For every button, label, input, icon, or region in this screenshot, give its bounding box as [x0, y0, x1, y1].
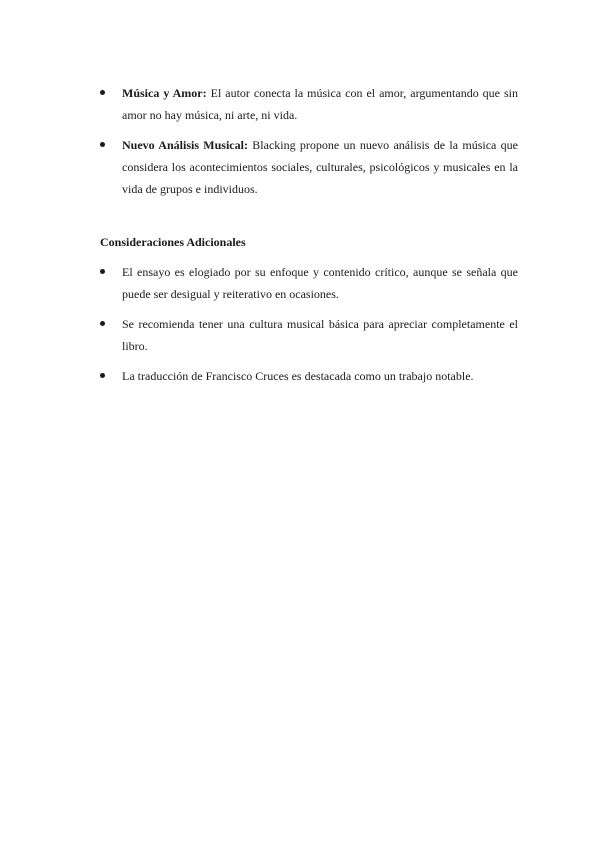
item-text: El ensayo es elogiado por su enfoque y contenido crítico, aunque se señala que puede ser desigual y reiterativo en ocasiones.: [122, 265, 518, 301]
section2-bullet-list: [100, 261, 518, 387]
list-item: [100, 365, 518, 387]
bullet-icon: [100, 142, 105, 147]
item-text: La traducción de Francisco Cruces es destacada como un trabajo notable.: [122, 369, 474, 383]
item-text: Blacking propone un nuevo análisis de la música que considera los acontecimientos sociales, culturales, psicológicos y musicales en la vida de grupos e individuos.: [122, 138, 518, 196]
bullet-icon: [100, 90, 105, 95]
bullet-icon: [100, 373, 105, 378]
list-item: [100, 134, 518, 200]
bullet-icon: [100, 321, 105, 326]
item-title: Música y Amor:: [122, 86, 207, 100]
document-content: [100, 82, 518, 395]
item-title: Nuevo Análisis Musical:: [122, 138, 248, 152]
list-item: [100, 261, 518, 305]
section1-bullet-list: [100, 82, 518, 200]
item-text: El autor conecta la música con el amor, argumentando que sin amor no hay música, ni arte, ni vida.: [122, 86, 518, 122]
section-heading: Consideraciones Adicionales: [100, 235, 246, 249]
list-item: [100, 313, 518, 357]
bullet-icon: [100, 269, 105, 274]
list-item: [100, 82, 518, 126]
item-text: Se recomienda tener una cultura musical básica para apreciar completamente el libro.: [122, 317, 518, 353]
